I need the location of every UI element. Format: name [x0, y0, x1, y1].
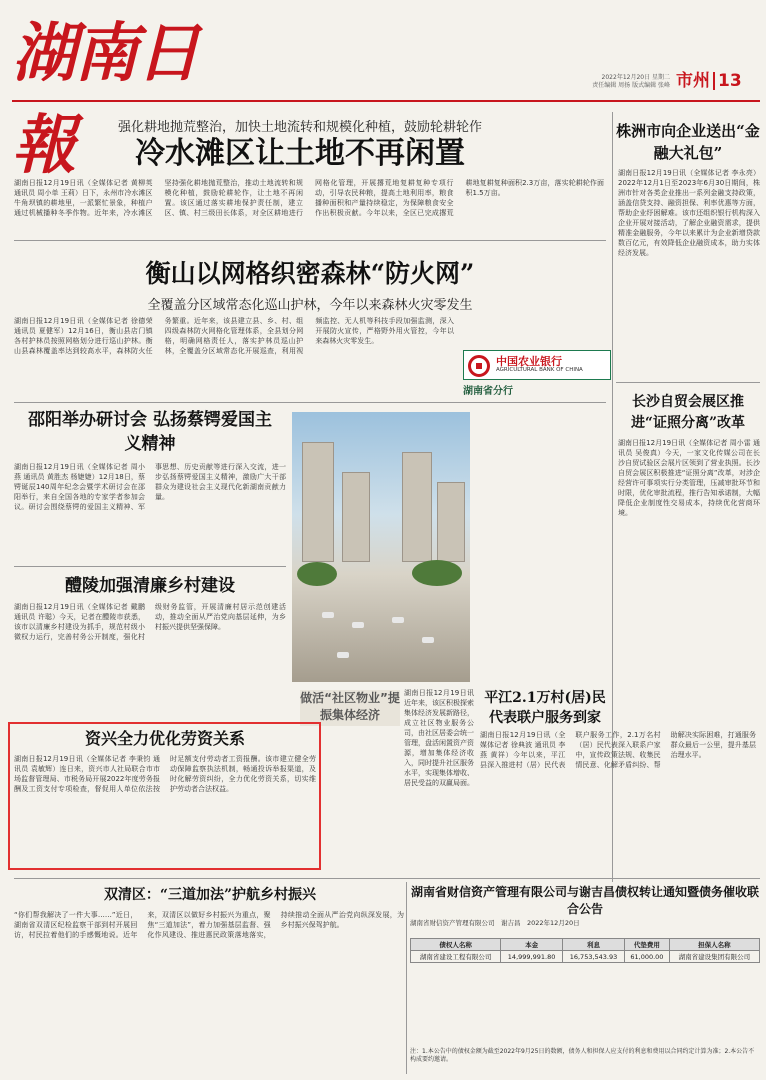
table-cell: 14,999,991.80 — [501, 951, 563, 963]
divider — [14, 402, 606, 403]
notice-title: 湖南省财信资产管理有限公司与谢吉昌债权转让通知暨债务催收联合公告 — [410, 885, 759, 916]
photo-caption: 做活“社区物业”提振集体经济 — [300, 690, 400, 726]
a5-title: 资兴全力优化劳资关系 — [84, 729, 245, 748]
a5-body: 湖南日报12月19日讯（全媒体记者 李秉钧 通讯员 袁敏辉）连日来，资兴市人社局联合市市场监督管理局、市税务局开展2022年度劳务报酬及工资支付专项检查，督促用人单位依法按时足额支付劳动者工资报酬。该市建立健全劳动保障监察执法机制，畅通投诉举报渠道，及时化解劳资纠纷，全力优化劳资关系，切实维护劳动者合法权益。 — [14, 755, 316, 793]
a2-subtitle: 全覆盖分区域常态化巡山护林，今年以来森林火灾零发生 — [147, 298, 473, 313]
table-cell: 湖南省建设集团有限公司 — [669, 951, 759, 963]
building-shape — [437, 482, 465, 562]
column-header: 利息 — [563, 939, 625, 951]
car-shape — [322, 612, 334, 618]
transferee: 谢吉昌 — [501, 919, 521, 927]
building-shape — [402, 452, 432, 562]
header-info — [560, 74, 670, 90]
bank-name-en: AGRICULTURAL BANK OF CHINA — [496, 367, 583, 373]
a6-title: 株洲市向企业送出“金融大礼包” — [616, 122, 760, 162]
divider — [14, 240, 606, 241]
section-label — [676, 68, 760, 94]
page-number: 13 — [718, 71, 742, 91]
table-header-row — [411, 939, 760, 951]
a1-subtitle: 强化耕地抛荒整治，加快土地流转和规模化种植，鼓励轮耕轮作 — [117, 120, 482, 135]
divider — [14, 566, 286, 567]
table-cell: 61,000.00 — [624, 951, 669, 963]
car-shape — [392, 617, 404, 623]
a9-body: “你们帮我解决了一件大事……”近日，湖南省双清区纪检监察干部到村开展回访，村民拉着他们的手感慨地说。近年来，双清区以做好乡村振兴为重点，聚焦“三道加法”，着力加强基层监督、强化作风建设、推进惠民政策落地落实，持续推动全面从严治党向纵深发展，为乡村振兴保驾护航。 — [14, 911, 404, 939]
header-rule — [12, 100, 760, 102]
a8-title: 平江2.1万村(居)民代表联户服务到家 — [484, 690, 606, 726]
divider — [616, 382, 760, 383]
column-rule — [406, 882, 407, 1074]
a6-body: 湖南日报12月19日讯（全媒体记者 李永亮）2022年12月1日至2023年6月30日期间，株洲市针对各类企业推出一系列金融支持政策，涵盖信贷支持、融资担保、利率优惠等方面，帮助企业纾困解难。该市还组织银行机构深入企业开展对接活动，了解企业融资需求，提供精准金融服务，今年以来累计为企业新增贷款数百亿元，有效降低企业融资成本，助力实体经济发展。 — [618, 169, 760, 257]
a4-title: 醴陵加强清廉乡村建设 — [65, 576, 235, 596]
a4-body: 湖南日报12月19日讯（全媒体记者 戴鹏 通讯员 许聪）今天，记者在醴陵市获悉，该市以清廉乡村建设为抓手，规范村级小微权力运行，完善村务公开制度，强化村级财务监管，开展清廉村居示范创建活动，推动全面从严治党向基层延伸，为乡村振兴提供坚强保障。 — [14, 603, 286, 641]
column-header: 本金 — [501, 939, 563, 951]
column-header: 债权人名称 — [411, 939, 501, 951]
bank-ad — [463, 350, 611, 380]
bank-branch: 湖南省分行 — [463, 386, 513, 397]
notice-parties — [410, 920, 760, 934]
table-cell: 16,753,543.93 — [563, 951, 625, 963]
column-header: 担保人名称 — [669, 939, 759, 951]
a1-title: 冷水滩区让土地不再闲置 — [135, 136, 465, 171]
section-divider — [713, 72, 715, 90]
a7-title: 长沙自贸会展区推进“证照分离”改革 — [630, 394, 746, 431]
bank-logo-icon — [468, 355, 490, 377]
tree-shape — [412, 560, 462, 586]
community-photo — [292, 412, 470, 682]
notice-table-wrap — [410, 938, 760, 1060]
a3-title: 邵阳举办研讨会 弘扬蔡锷爱国主义精神 — [28, 410, 272, 454]
a10-body: 湖南日报12月19日讯 近年来，该区积极探索集体经济发展新路径，成立社区物业服务公司，由社区居委会统一管理，盘活闲置资产资源，增加集体经济收入，同时提升社区服务水平，实现集体增收、居民受益的双赢局面。 — [404, 689, 474, 787]
a3-body: 湖南日报12月19日讯（全媒体记者 周小燕 通讯员 黄胜杰 杨婕婕）12月18日，蔡锷诞辰140周年纪念会暨学术研讨会在邵阳举行，来自全国各地的专家学者参加会议。研讨会围绕蔡锷的爱国主义精神、军事思想、历史贡献等进行深入交流，进一步弘扬蔡锷爱国主义精神，激励广大干部群众为建设社会主义现代化新湖南贡献力量。 — [14, 463, 286, 511]
column-header: 代垫费用 — [624, 939, 669, 951]
car-shape — [337, 652, 349, 658]
building-shape — [302, 442, 334, 562]
a8-body: 湖南日报12月19日讯（全媒体记者 徐典波 通讯员 李燕 黄祥）今年以来，平江县深入推进村（居）民代表联户服务工作，2.1万名村（居）民代表深入联系户家中，宣传政策法规、收集民情民意、化解矛盾纠纷、帮助解决实际困难，打通服务群众最后一公里，提升基层治理水平。 — [480, 731, 756, 769]
a9-title: 双清区：“三道加法”护航乡村振兴 — [103, 887, 317, 903]
bank-name-cn: 中国农业银行 — [496, 355, 562, 368]
section-name: 市州 — [676, 71, 710, 91]
building-shape — [342, 472, 370, 562]
car-shape — [422, 637, 434, 643]
a2-title: 衡山以网格织密森林“防火网” — [145, 259, 475, 288]
date-line: 2022年12月20日 星期二 — [601, 74, 670, 81]
editor-line: 责任编辑 周扬 版式编辑 张峰 — [592, 82, 670, 89]
a1-body: 湖南日报12月19日讯（全媒体记者 黄柳英 通讯员 周小单 王莉）日下，永州市冷水滩区牛角坝镇的耕地里，一派繁忙景象，种植户通过机械播种冬季作物。近年来，冷水滩区坚持强化耕地抛荒整治，推动土地流转和规模化种植，鼓励轮耕轮作，让土地不再闲置。该区通过落实耕地保护责任制，建立区、镇、村三级田长体系，对全区耕地进行网格化管理，开展撂荒地复耕复种专项行动，引导农民种粮，提高土地利用率，粮食播种面积和产量持续稳定，为保障粮食安全作出积极贡献。今年以来，全区已完成撂荒耕地复耕复种面积2.3万亩，落实轮耕轮作面积1.5万亩。 — [14, 179, 604, 217]
car-shape — [352, 622, 364, 628]
notice-footnote: 注：1.本公告中的债权金额为截至2022年9月25日的数额，债务人和担保人应支付的利息和费用以合同约定计算为准；2.本公告不构成要约邀请。 — [410, 1048, 755, 1063]
notice-date: 2022年12月20日 — [527, 919, 580, 927]
table-row — [411, 951, 760, 963]
notice-table — [410, 938, 760, 963]
transferor: 湖南省财信资产管理有限公司 — [410, 919, 495, 927]
a7-body: 湖南日报12月19日讯（全媒体记者 周小雷 通讯员 吴俊真）今天，一家文化传媒公司在长沙自贸试验区会展片区领到了营业执照。长沙自贸会展区积极推进“证照分离”改革，对涉企经营许可事项实行分类管理，压减审批环节和时限，优化审批流程，推行告知承诺制，大幅降低企业制度性交易成本，持续优化营商环境。 — [618, 439, 760, 517]
table-cell: 湖南省建设工程有限公司 — [411, 951, 501, 963]
tree-shape — [297, 562, 337, 586]
masthead-logo: 湖南日報 — [12, 16, 198, 183]
a2-body: 湖南日报12月19日讯（全媒体记者 徐德荣 通讯员 夏健军）12月16日，衡山县店门镇各村护林员按照网格划分进行巡山护林。衡山县森林覆盖率达到较高水平，森林防火任务繁重。近年来，该县建立县、乡、村、组四级森林防火网格化管理体系，全县划分网格，明确网格责任人，落实护林员巡山护林，全覆盖分区域常态化开展巡查，利用视频监控、无人机等科技手段加强监测，深入开展防火宣传，严格野外用火管控，今年以来森林火灾零发生。 — [14, 317, 454, 355]
divider — [14, 878, 760, 879]
